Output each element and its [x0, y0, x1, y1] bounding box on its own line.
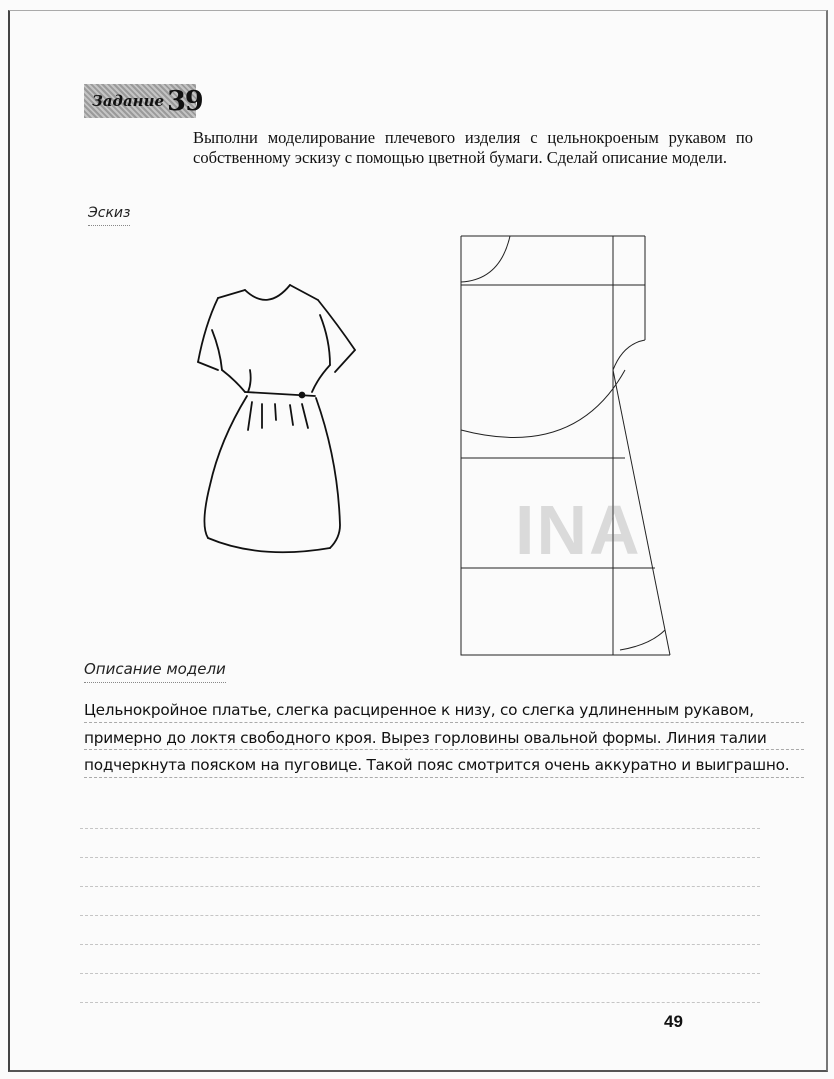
answer-line: [80, 916, 760, 945]
task-badge: [84, 84, 203, 118]
task-number: 39: [167, 85, 203, 117]
description-line: подчеркнута пояском на пуговице. Такой пояс смотрится очень аккуратно и выиграшно.: [84, 752, 804, 780]
answer-line: [80, 887, 760, 916]
description-text: [84, 697, 804, 780]
task-word: Задание: [92, 92, 165, 110]
task-instruction: Выполни моделирование плечевого изделия с цельнокроеным рукавом по собственному эскизу с помощью цветной бумаги. Сделай описание модели.: [193, 128, 753, 167]
answer-lines: [80, 800, 760, 1003]
watermark: INA: [515, 491, 642, 569]
description-label: Описание модели: [84, 660, 226, 678]
answer-line: [80, 974, 760, 1003]
answer-line: [80, 858, 760, 887]
answer-line: [80, 829, 760, 858]
sketch-label: Эскиз: [88, 205, 131, 221]
pattern-draft-icon: [455, 230, 685, 665]
page-number: 49: [664, 1012, 683, 1031]
answer-line: [80, 800, 760, 829]
description-line: Цельнокройное платье, слегка расциренное к низу, со слегка удлиненным рукавом,: [84, 697, 804, 725]
dress-sketch-icon: [190, 270, 365, 560]
answer-line: [80, 945, 760, 974]
description-line: примерно до локтя свободного кроя. Вырез горловины овальной формы. Линия талии: [84, 725, 804, 753]
